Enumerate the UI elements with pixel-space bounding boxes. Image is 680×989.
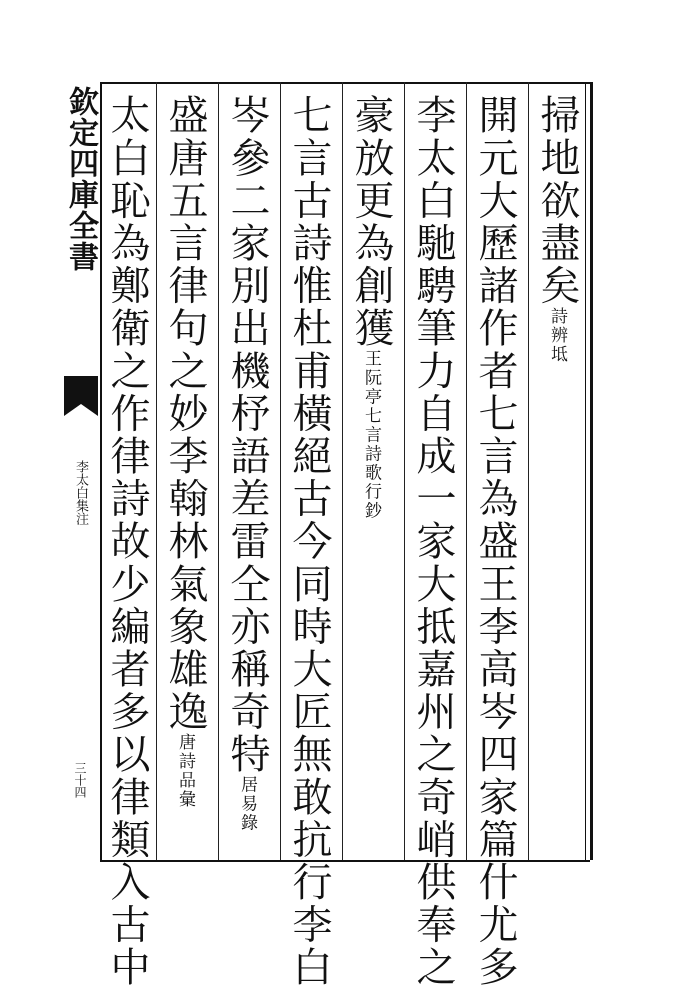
main-text: 李太白馳騁筆力自成一家大抵嘉州之奇峭供奉之 [410, 94, 456, 989]
text-column [410, 94, 456, 989]
main-text: 太白恥為鄭衛之作律詩故少編者多以律類入古中 [104, 94, 150, 989]
source-note: 王阮亭七言詩歌行鈔 [361, 349, 381, 521]
source-note: 詩辨坻 [547, 307, 567, 364]
main-text: 豪放更為創獲 [348, 94, 394, 350]
book-title: 欽定四庫全書 [63, 86, 98, 272]
frame-top-border [100, 82, 590, 84]
source-note: 居易錄 [237, 775, 257, 833]
column-rule [218, 82, 219, 860]
column-rule [342, 82, 343, 860]
text-column [348, 94, 394, 854]
column-rule [404, 82, 405, 860]
text-column [472, 94, 518, 989]
page-number: 三十四 [73, 762, 87, 798]
book-subtitle: 李太白集注 [73, 460, 88, 525]
column-rule [280, 82, 281, 860]
column-rule [156, 82, 157, 860]
main-text: 開元大歷諸作者七言為盛王李高岑四家篇什尤多 [472, 94, 518, 989]
text-column [286, 94, 332, 989]
text-column [224, 94, 270, 854]
text-column [162, 94, 208, 854]
fishtail-mark-icon [64, 376, 98, 416]
frame-right-border [590, 82, 593, 860]
main-text: 掃地欲盡矣 [534, 94, 580, 307]
column-rule [528, 82, 529, 860]
source-note: 唐詩品彙 [175, 733, 195, 809]
text-column [104, 94, 150, 989]
main-text: 七言古詩惟杜甫橫絕古今同時大匠無敢抗行李白 [286, 94, 332, 989]
main-text: 岑參二家別出機杼語差雷仝亦稱奇特 [224, 94, 270, 776]
text-column [534, 94, 580, 854]
frame-left-border [100, 82, 102, 860]
main-text: 盛唐五言律句之妙李翰林氣象雄逸 [162, 94, 208, 733]
page-margin [62, 82, 98, 860]
frame-right-inner-border [585, 82, 586, 860]
column-rule [466, 82, 467, 860]
